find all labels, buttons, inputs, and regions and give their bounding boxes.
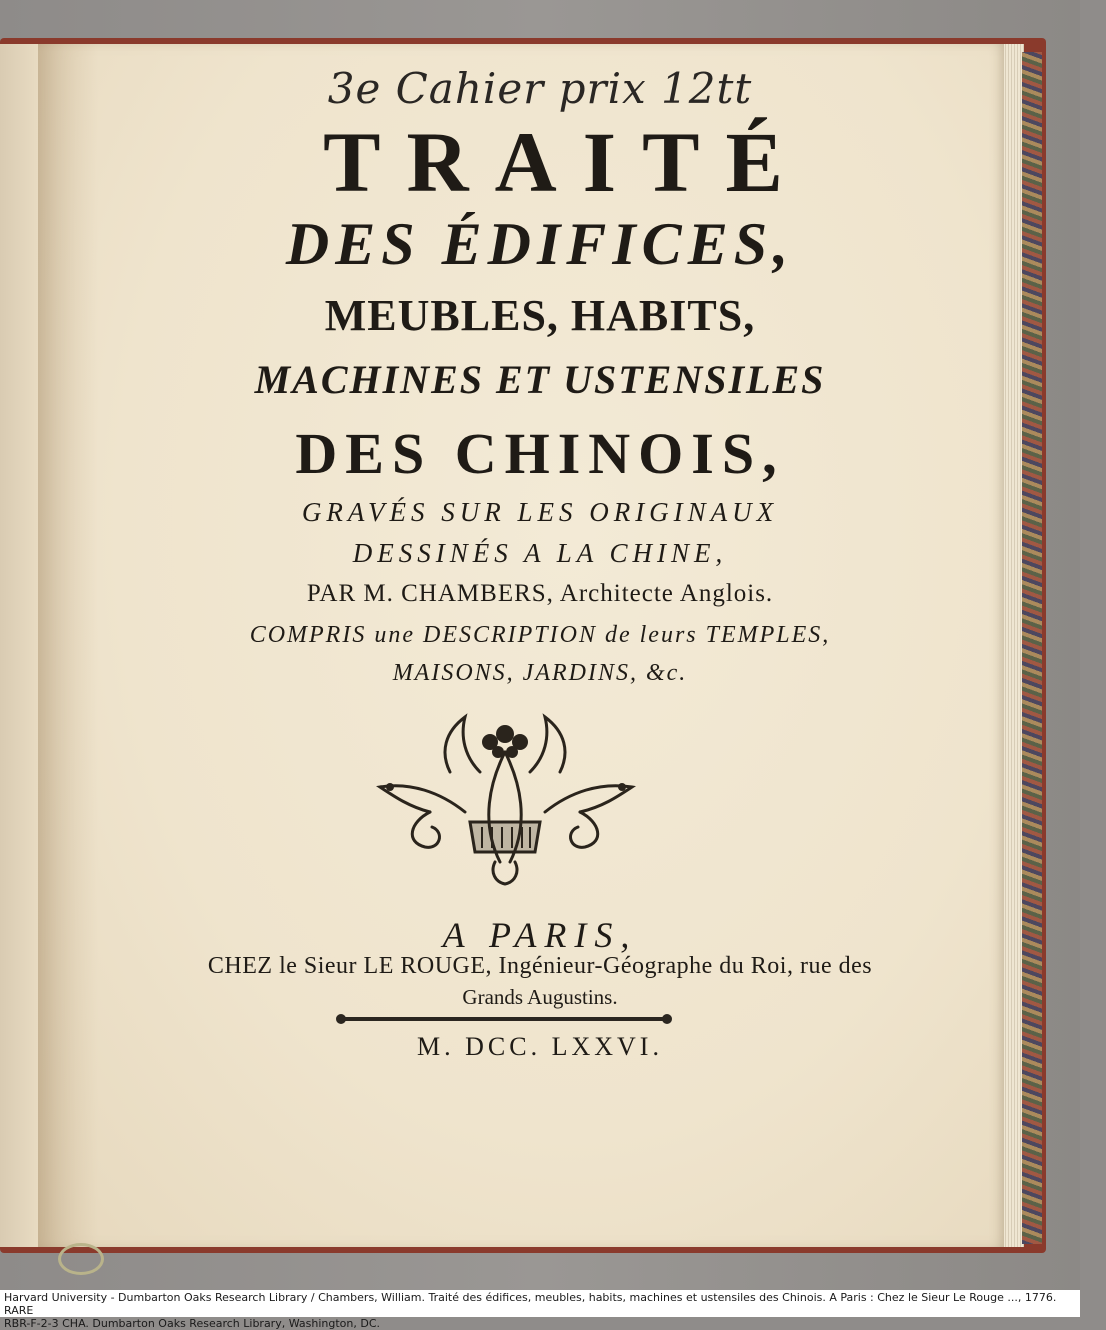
contents-line-1: COMPRIS une DESCRIPTION de leurs TEMPLES, <box>249 622 831 648</box>
caption-line-1: Harvard University - Dumbarton Oaks Research Library / Chambers, William. Traité des édifices, meubles, habits, machines et ustensiles des Chinois. A Paris : Chez le Sieur Le Rouge ..., 1776. RARE <box>4 1291 1057 1317</box>
imprint-publisher-1: CHEZ le Sieur LE ROUGE, Ingénieur-Géographe du Roi, rue des <box>207 953 873 979</box>
imprint-place: A PARIS, <box>442 915 638 955</box>
imprint-publisher-2: Grands Augustins. <box>462 985 618 1009</box>
title-line-3: MEUBLES, HABITS, <box>324 291 756 340</box>
handwritten-note: 3e Cahier prix 12tt <box>327 64 753 113</box>
title-line-2: DES ÉDIFICES, <box>285 211 795 277</box>
contents-line-2: MAISONS, JARDINS, &c. <box>392 660 688 686</box>
subtitle-line-2: DESSINÉS A LA CHINE, <box>352 538 728 568</box>
publication-date: M. DCC. LXXVI. <box>417 1032 663 1061</box>
floral-vignette-ornament <box>370 712 640 888</box>
author-line: PAR M. CHAMBERS, Architecte Anglois. <box>306 580 774 607</box>
ribbon-loop <box>58 1243 104 1275</box>
book-title: TRAITÉ <box>323 114 809 210</box>
title-line-4: MACHINES ET USTENSILES <box>254 357 826 402</box>
subtitle-line-1: GRAVÉS SUR LES ORIGINAUX <box>301 497 779 527</box>
title-line-5: DES CHINOIS, <box>295 421 785 486</box>
typographic-rule <box>340 1017 668 1021</box>
image-caption <box>0 1290 1080 1330</box>
caption-line-2: RBR-F-2-3 CHA. Dumbarton Oaks Research Library, Washington, DC. <box>4 1317 380 1330</box>
